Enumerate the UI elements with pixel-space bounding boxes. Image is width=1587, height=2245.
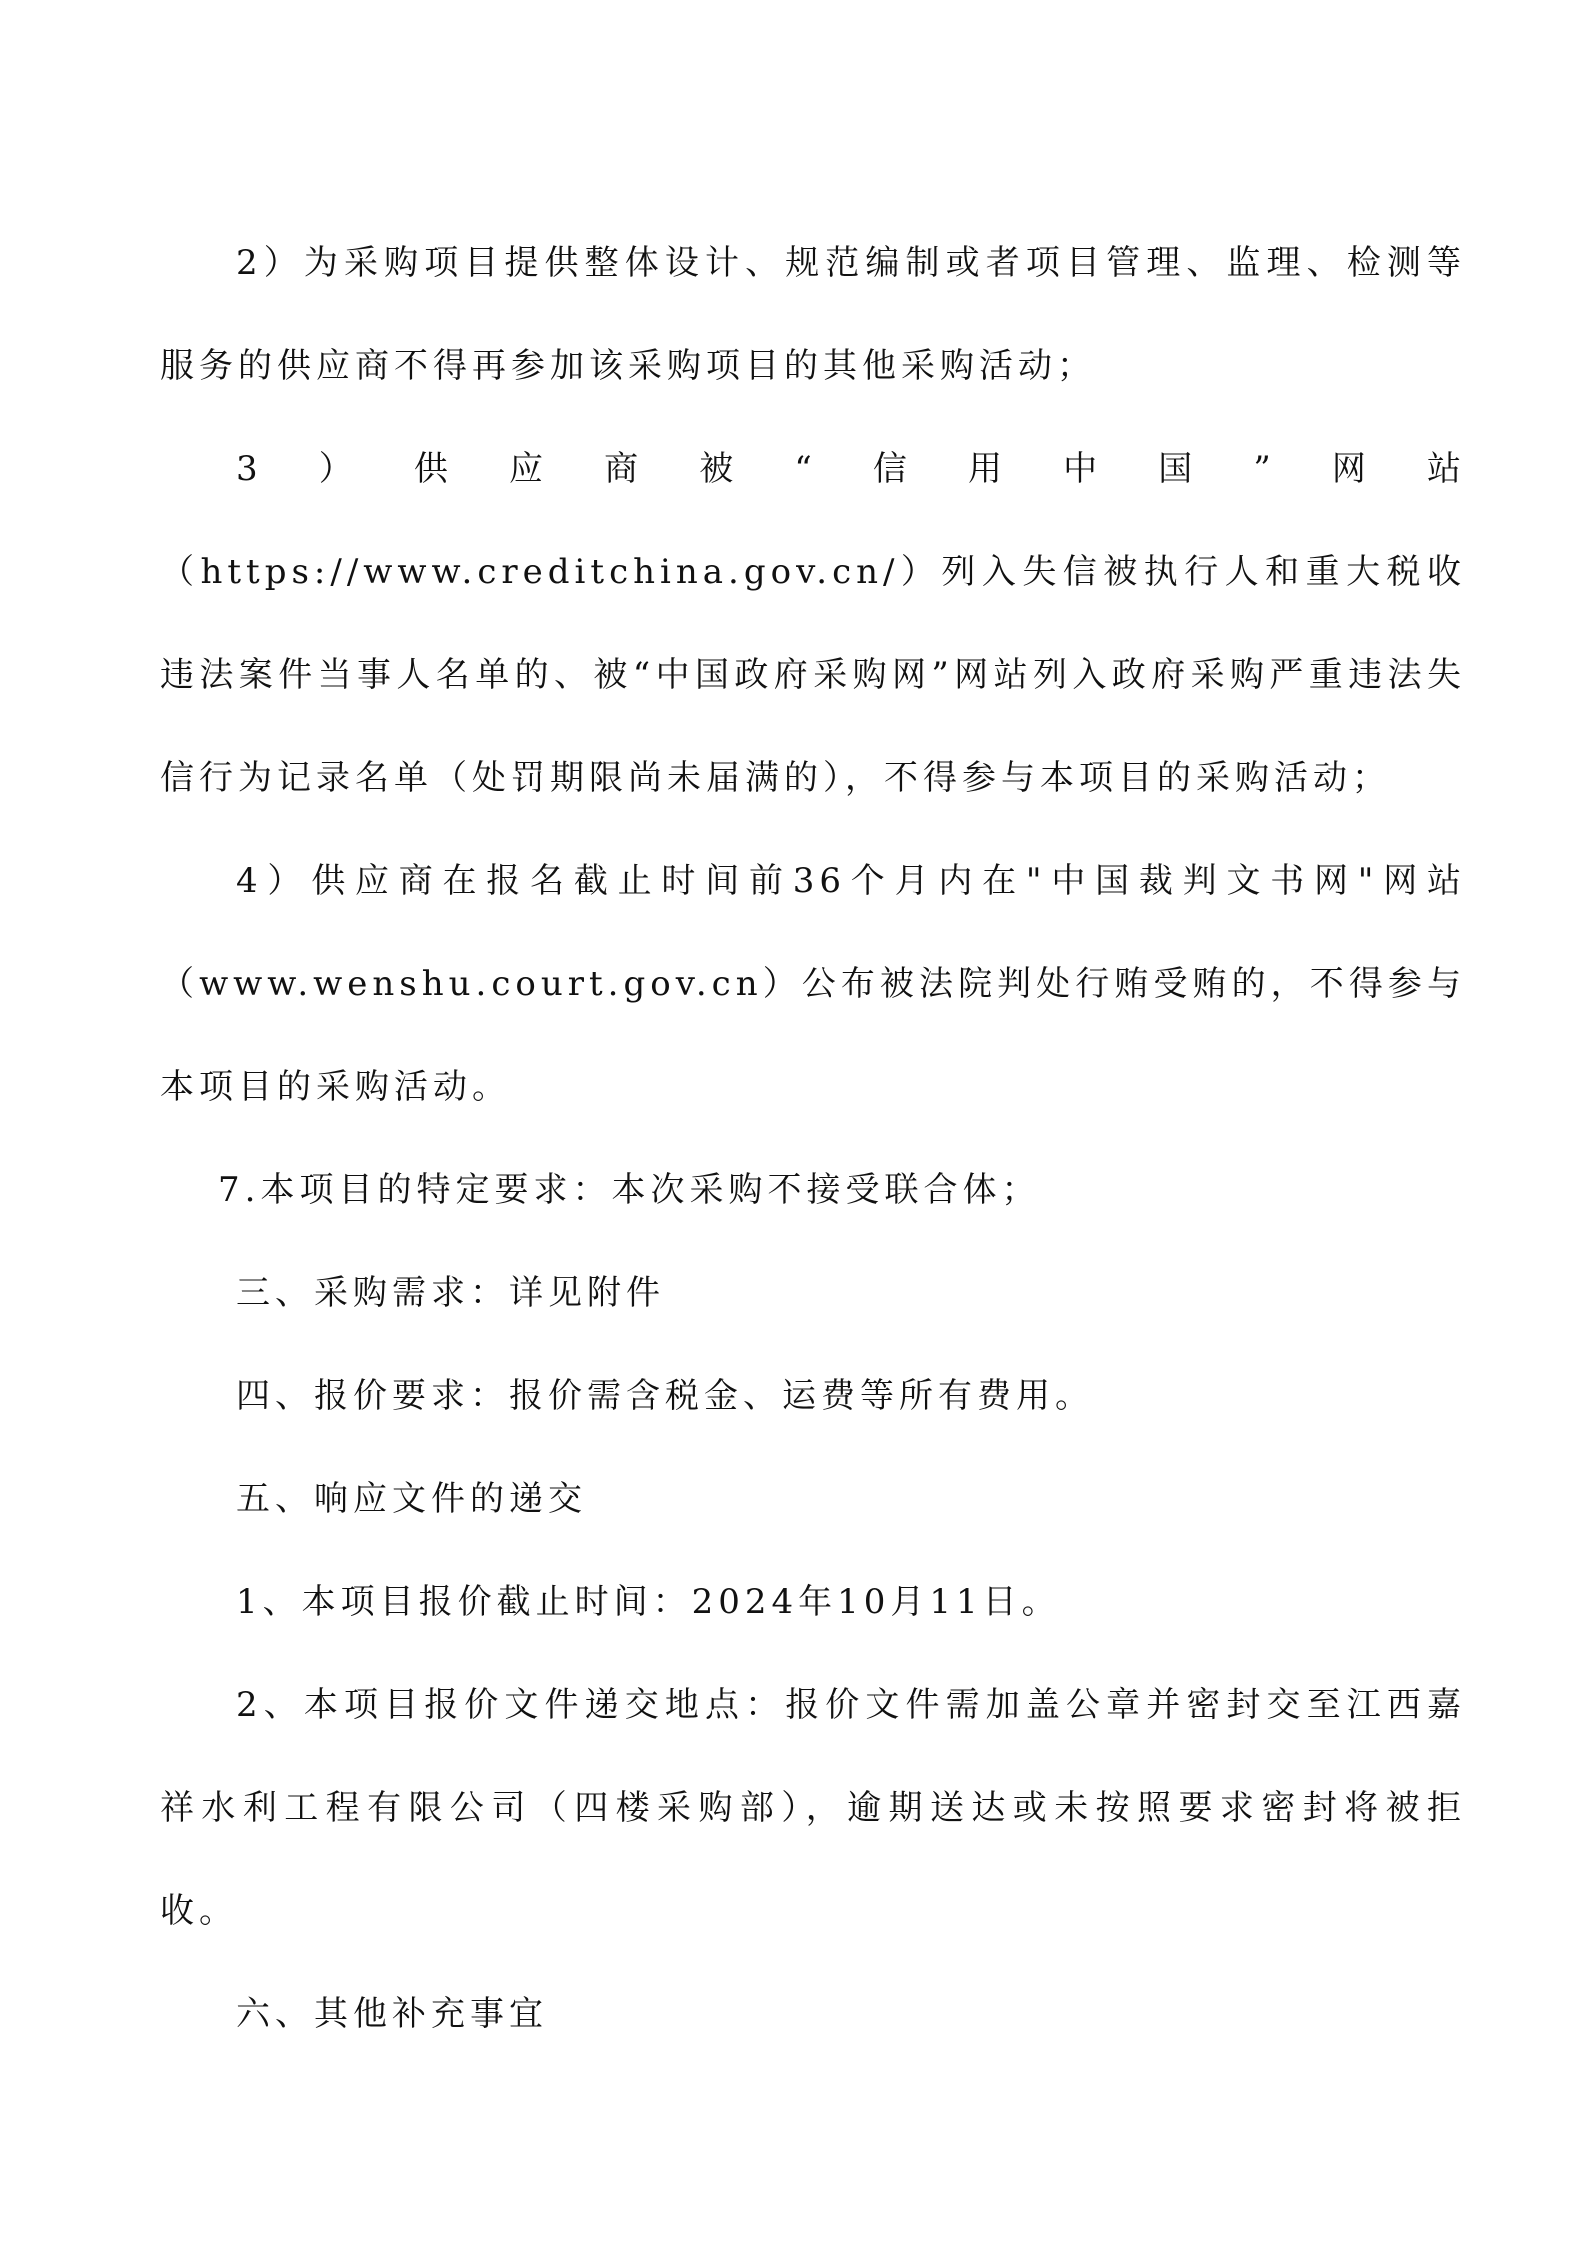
paragraph-judgment-restriction: 4）供应商在报名截止时间前36个月内在"中国裁判文书网"网站（www.wenshu.court.gov.cn）公布被法院判处行贿受贿的，不得参与本项目的采购活动。 [160,861,1466,1107]
heading-other-matters: 六、其他补充事宜 [236,1994,548,2034]
paragraph-design-service-restriction: 2）为采购项目提供整体设计、规范编制或者项目管理、监理、检测等服务的供应商不得再参加该采购项目的其他采购活动； [160,243,1466,386]
paragraph-deadline: 1、本项目报价截止时间：2024年10月11日。 [236,1582,1061,1622]
paragraph-submission-location: 2、本项目报价文件递交地点：报价文件需加盖公章并密封交至江西嘉祥水利工程有限公司（四楼采购部），逾期送达或未按照要求密封将被拒收。 [160,1685,1466,1931]
paragraph-credit-china-restriction: 3）供应商被“信用中国”网站（https://www.creditchina.gov.cn/）列入失信被执行人和重大税收违法案件当事人名单的、被“中国政府采购网”网站列入政府采购严重违法失信行为记录名单（处罚期限尚未届满的），不得参与本项目的采购活动； [160,449,1466,798]
heading-document-submission: 五、响应文件的递交 [236,1479,587,1519]
document-body [160,212,1466,2066]
heading-quotation-requirements: 四、报价要求：报价需含税金、运费等所有费用。 [236,1376,1094,1416]
heading-procurement-needs: 三、采购需求：详见附件 [236,1273,665,1313]
paragraph-specific-requirements: 7.本项目的特定要求：本次采购不接受联合体； [218,1170,1041,1210]
